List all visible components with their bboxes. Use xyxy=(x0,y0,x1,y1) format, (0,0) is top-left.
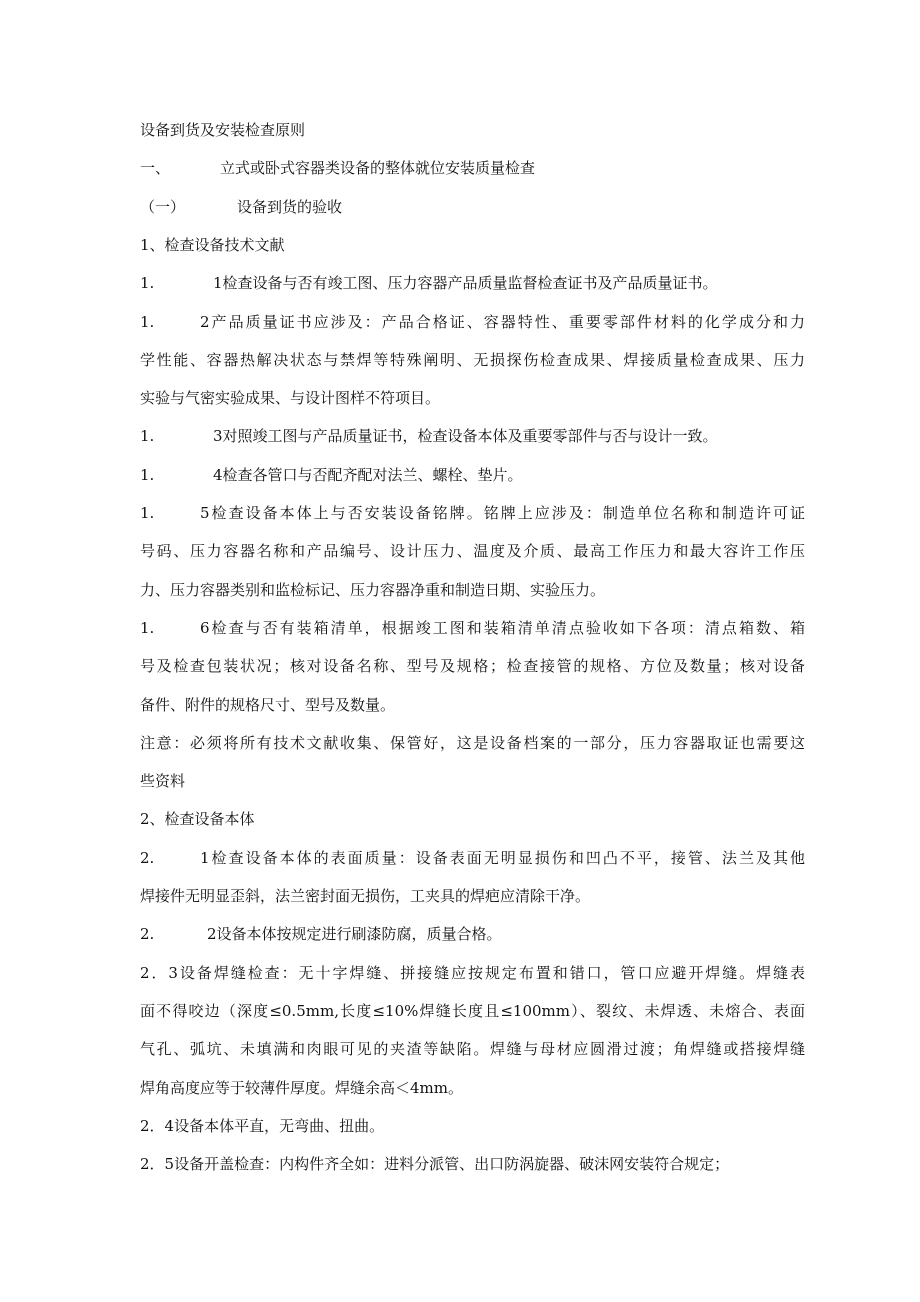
paragraph-line xyxy=(140,733,805,753)
paragraph-text: 3对照竣工图与产品质量证书，检查设备本体及重要零部件与否与设计一致。 xyxy=(213,427,718,445)
item-number: 2. xyxy=(140,925,155,943)
paragraph-text: 学性能、容器热解决状态与禁焊等特殊阐明、无损探伤检查成果、焊接质量检查成果、压力 xyxy=(140,351,805,369)
paragraph-text: 号码、压力容器名称和产品编号、设计压力、温度及介质、最高工作压力和最大容许工作压 xyxy=(140,542,805,560)
paragraph-line xyxy=(140,273,805,293)
paragraph-text: 2产品质量证书应涉及：产品合格证、容器特性、重要零部件材料的化学成分和力 xyxy=(200,313,805,331)
paragraph-line xyxy=(140,886,805,906)
paragraph-text: 1检查设备本体的表面质量：设备表面无明显损伤和凹凸不平，接管、法兰及其他 xyxy=(200,849,805,867)
paragraph-line xyxy=(140,312,805,332)
paragraph-line xyxy=(140,848,805,868)
paragraph-text: 2．4设备本体平直，无弯曲、扭曲。 xyxy=(140,1117,385,1135)
paragraph-text: 备件、附件的规格尺寸、型号及数量。 xyxy=(140,696,396,714)
paragraph-text: 5检查设备本体上与否安装设备铭牌。铭牌上应涉及：制造单位名称和制造许可证 xyxy=(200,504,805,522)
paragraph-line xyxy=(140,809,805,829)
paragraph-line xyxy=(140,426,805,446)
paragraph-line xyxy=(140,235,805,255)
paragraph-line xyxy=(140,197,805,217)
paragraph-line xyxy=(140,963,805,983)
paragraph-text: 2、检查设备本体 xyxy=(140,810,255,828)
paragraph-text: 1、检查设备技术文献 xyxy=(140,236,285,254)
paragraph-text: 2．3设备焊缝检查：无十字焊缝、拼接缝应按规定布置和错口，管口应避开焊缝。焊缝表 xyxy=(140,964,805,982)
item-number: 1. xyxy=(140,274,155,292)
paragraph-text: 号及检查包装状况；核对设备名称、型号及规格；检查接管的规格、方位及数量；核对设备 xyxy=(140,657,805,675)
paragraph-line xyxy=(140,350,805,370)
paragraph-text: 6检查与否有装箱清单，根据竣工图和装箱清单清点验收如下各项：清点箱数、箱 xyxy=(200,619,805,637)
paragraph-line xyxy=(140,695,805,715)
paragraph-text: 2．5设备开盖检查：内构件齐全如：进料分派管、出口防涡旋器、破沫网安装符合规定； xyxy=(140,1155,730,1173)
paragraph-line xyxy=(140,771,805,791)
paragraph-line xyxy=(140,541,805,561)
paragraph-line xyxy=(140,158,805,178)
paragraph-text: 1检查设备与否有竣工图、压力容器产品质量监督检查证书及产品质量证书。 xyxy=(213,274,718,292)
paragraph-text: 面不得咬边（深度≤0.5mm,长度≤10%焊缝长度且≤100mm）、裂纹、未焊透、未熔合、表面 xyxy=(140,1002,805,1020)
document-title: 设备到货及安装检查原则 xyxy=(140,121,306,139)
paragraph-line xyxy=(140,388,805,408)
paragraph-line xyxy=(140,1154,805,1174)
item-number: 1. xyxy=(140,619,155,637)
item-number: （一） xyxy=(140,198,186,216)
item-number: 一、 xyxy=(140,159,171,177)
paragraph-text: 注意：必须将所有技术文献收集、保管好，这是设备档案的一部分，压力容器取证也需要这 xyxy=(140,734,805,752)
item-number: 1. xyxy=(140,466,155,484)
paragraph-line xyxy=(140,1039,805,1059)
paragraph-line xyxy=(140,618,805,638)
item-number: 1. xyxy=(140,427,155,445)
paragraph-text: 实验与气密实验成果、与设计图样不符项目。 xyxy=(140,389,441,407)
item-number: 1. xyxy=(140,504,155,522)
paragraph-text: 气孔、弧坑、未填满和肉眼可见的夹渣等缺陷。焊缝与母材应圆滑过渡；角焊缝或搭接焊缝 xyxy=(140,1040,805,1058)
paragraph-text: 焊接件无明显歪斜，法兰密封面无损伤，工夹具的焊疤应清除干净。 xyxy=(140,887,591,905)
paragraph-line xyxy=(140,924,805,944)
paragraph-line xyxy=(140,503,805,523)
paragraph-text: 立式或卧式容器类设备的整体就位安装质量检查 xyxy=(220,159,536,177)
item-number: 1. xyxy=(140,313,155,331)
paragraph-text: 焊角高度应等于较薄件厚度。焊缝余高＜4mm。 xyxy=(140,1079,463,1097)
paragraph-text: 些资料 xyxy=(140,772,186,790)
paragraph-text: 设备到货的验收 xyxy=(237,198,343,216)
paragraph-line xyxy=(140,1116,805,1136)
paragraph-line xyxy=(140,1001,805,1021)
paragraph-text: 2设备本体按规定进行刷漆防腐，质量合格。 xyxy=(207,925,502,943)
paragraph-line xyxy=(140,580,805,600)
item-number: 2. xyxy=(140,849,155,867)
paragraph-line xyxy=(140,1078,805,1098)
paragraph-line xyxy=(140,656,805,676)
paragraph-text: 4检查各管口与否配齐配对法兰、螺栓、垫片。 xyxy=(213,466,523,484)
paragraph-line xyxy=(140,465,805,485)
paragraph-text: 力、压力容器类别和监检标记、压力容器净重和制造日期、实验压力。 xyxy=(140,581,606,599)
